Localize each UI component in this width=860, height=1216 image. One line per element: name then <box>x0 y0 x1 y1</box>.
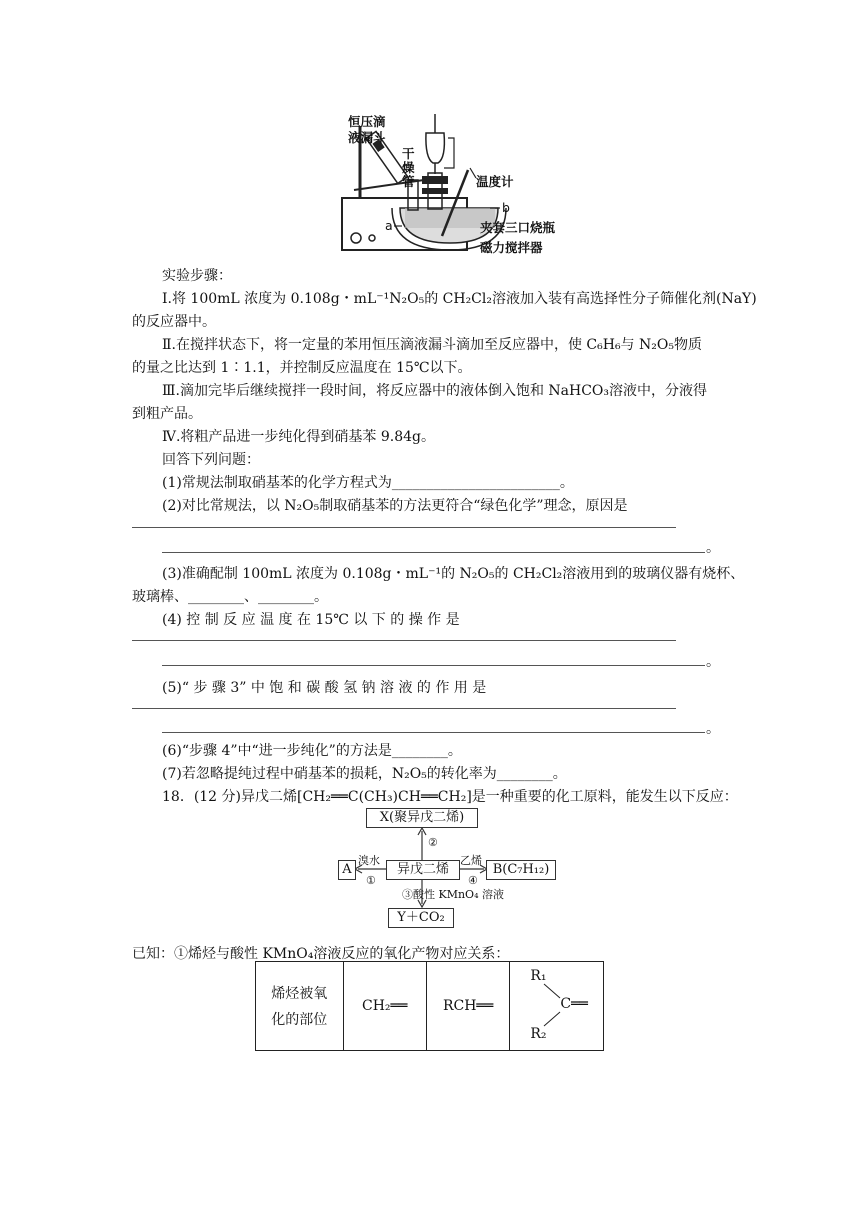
step-3-line-2: 到粗产品。 <box>132 406 202 422</box>
table-header-cell <box>256 962 344 1051</box>
label-dry-3: 管 <box>402 174 415 189</box>
label-dry-2: 燥 <box>402 160 415 175</box>
step-3-reagent: ③酸性 KMnO₄ 溶液 <box>402 888 504 901</box>
answer-line-5b[interactable] <box>162 732 705 733</box>
label-stirrer: 磁力搅拌器 <box>480 240 543 255</box>
oxidation-table <box>255 961 604 1051</box>
answer-line-2b[interactable] <box>162 552 705 553</box>
table-header-line-1: 烯烃被氧 <box>271 986 328 1002</box>
question-18: 18．(12 分)异戊二烯[CH₂══C(CH₃)CH══CH₂]是一种重要的化工原料，能发生以下反应： <box>162 789 738 805</box>
table-r1: R₁ <box>530 968 547 984</box>
question-3-line-2: 玻璃棒、________、________。 <box>132 589 328 605</box>
table-bonds <box>510 962 605 1050</box>
reaction-scheme <box>336 806 556 936</box>
steps-heading: 实验步骤： <box>162 268 232 284</box>
reagent-1: 溴水 <box>358 854 380 867</box>
label-funnel-1: 恒压滴 <box>348 114 386 129</box>
known-text: 已知：①烯烃与酸性 KMnO₄溶液反应的氧化产物对应关系： <box>132 946 510 962</box>
table-col-ch2: CH₂══ <box>343 962 426 1051</box>
label-dry-1: 干 <box>402 146 415 161</box>
step-1-line-1: Ⅰ.将 100mL 浓度为 0.108g・mL⁻¹N₂O₅的 CH₂Cl₂溶液加入装有高选择性分子筛催化剂(NaY) <box>162 291 757 307</box>
label-flask: 夹套三口烧瓶 <box>480 220 556 235</box>
answer-line-4a[interactable] <box>132 640 676 641</box>
apparatus-diagram <box>330 108 560 256</box>
answer-intro: 回答下列问题： <box>162 452 260 468</box>
question-6: (6)“步骤 4”中“进一步纯化”的方法是________。 <box>162 743 462 759</box>
table-col-rch: RCH══ <box>426 962 510 1051</box>
answer-line-2a[interactable] <box>132 527 676 528</box>
box-a: A <box>338 860 356 880</box>
question-7: (7)若忽略提纯过程中硝基苯的损耗，N₂O₅的转化率为________。 <box>162 766 567 782</box>
reagent-4: 乙烯 <box>460 854 482 867</box>
step-4-label: ④ <box>468 874 478 887</box>
question-2: (2)对比常规法，以 N₂O₅制取硝基苯的方法更符合“绿色化学”理念，原因是 <box>162 498 628 514</box>
step-1-label: ① <box>366 874 376 887</box>
label-a: a <box>385 218 393 233</box>
step-2-line-2: 的量之比达到 1∶1.1，并控制反应温度在 15℃以下。 <box>132 360 472 376</box>
step-2-line-1: Ⅱ.在搅拌状态下，将一定量的苯用恒压滴液漏斗滴加至反应器中，使 C₆H₆与 N₂O₅物质 <box>162 337 702 353</box>
label-funnel-2: 液漏斗 <box>348 130 386 145</box>
label-thermometer: 温度计 <box>476 174 514 189</box>
question-5: (5)“ 步 骤 3” 中 饱 和 碳 酸 氢 钠 溶 液 的 作 用 是 <box>162 680 487 696</box>
question-1: (1)常规法制取硝基苯的化学方程式为________________________。 <box>162 475 574 491</box>
table-header-line-2: 化的部位 <box>271 1012 328 1028</box>
step-2-label: ② <box>428 836 438 849</box>
box-isoprene: 异戊二烯 <box>386 860 460 880</box>
answer-line-5a[interactable] <box>132 708 676 709</box>
question-4-end: 。 <box>706 654 720 670</box>
step-4: Ⅳ.将粗产品进一步纯化得到硝基苯 9.84g。 <box>162 429 436 445</box>
question-2-end: 。 <box>706 540 720 556</box>
question-3-line-1: (3)准确配制 100mL 浓度为 0.108g・mL⁻¹的 N₂O₅的 CH₂Cl₂溶液用到的玻璃仪器有烧杯、 <box>162 566 745 582</box>
table-r2: R₂ <box>530 1026 547 1042</box>
box-b: B(C₇H₁₂) <box>486 860 556 880</box>
step-1-line-2: 的反应器中。 <box>132 314 216 330</box>
box-x: X(聚异戊二烯) <box>366 808 478 828</box>
step-3-line-1: Ⅲ.滴加完毕后继续搅拌一段时间，将反应器中的液体倒入饱和 NaHCO₃溶液中，分液得 <box>162 383 708 399</box>
table-c: C══ <box>560 996 588 1012</box>
question-4: (4) 控 制 反 应 温 度 在 15℃ 以 下 的 操 作 是 <box>162 612 460 628</box>
question-5-end: 。 <box>706 721 720 737</box>
table-col-r1r2c <box>510 962 604 1051</box>
answer-line-4b[interactable] <box>162 665 705 666</box>
box-y: Y＋CO₂ <box>388 908 454 928</box>
label-b: b <box>502 200 510 215</box>
